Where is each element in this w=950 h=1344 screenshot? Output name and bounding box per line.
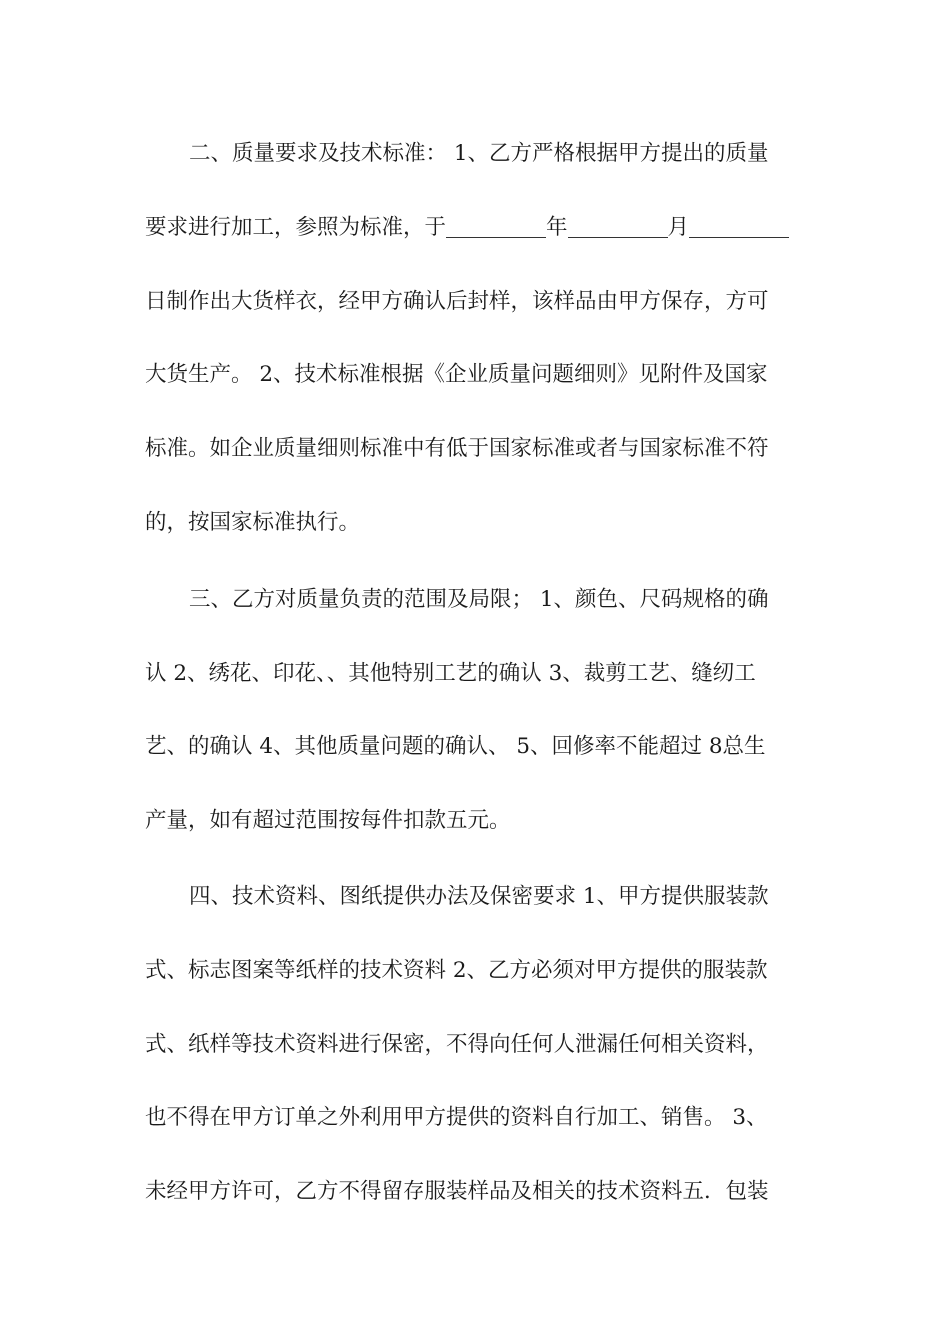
text-line-7: 三、乙方对质量负责的范围及局限； 1、颜色、尺码规格的确	[189, 587, 769, 612]
text-line-10: 产量，如有超过范围按每件扣款五元。	[145, 808, 511, 833]
text-line-11: 四、技术资料、图纸提供办法及保密要求 1、甲方提供服装款	[189, 884, 769, 909]
text-line-15: 未经甲方许可，乙方不得留存服装样品及相关的技术资料五．包装	[145, 1179, 769, 1204]
fill-in-blank-month[interactable]	[568, 215, 668, 238]
text-line-9: 艺、的确认 4、其他质量问题的确认、 5、回修率不能超过 8总生	[145, 734, 766, 759]
text-line-4: 大货生产。 2、技术标准根据《企业质量问题细则》见附件及国家	[145, 362, 768, 387]
text-line-6: 的，按国家标准执行。	[145, 510, 361, 535]
text-segment-year: 年	[546, 215, 568, 240]
text-line-13: 式、纸样等技术资料进行保密，不得向任何人泄漏任何相关资料，	[145, 1032, 769, 1057]
text-line-1: 二、质量要求及技术标准： 1、乙方严格根据甲方提出的质量	[189, 141, 769, 166]
text-line-12: 式、标志图案等纸样的技术资料 2、乙方必须对甲方提供的服装款	[145, 958, 768, 983]
text-line-3: 日制作出大货样衣，经甲方确认后封样，该样品由甲方保存，方可	[145, 289, 769, 314]
fill-in-blank-day[interactable]	[689, 215, 789, 238]
text-segment: 要求进行加工，参照为标准，于	[145, 215, 447, 240]
fill-in-blank-year[interactable]	[446, 215, 546, 238]
text-line-8: 认 2、绣花、印花、、其他特别工艺的确认 3、裁剪工艺、缝纫工	[145, 661, 756, 686]
text-line-2	[145, 208, 805, 248]
text-line-5: 标准。如企业质量细则标准中有低于国家标准或者与国家标准不符	[145, 436, 769, 461]
text-line-14: 也不得在甲方订单之外利用甲方提供的资料自行加工、销售。 3、	[145, 1105, 768, 1130]
text-segment-month: 月	[667, 215, 690, 240]
